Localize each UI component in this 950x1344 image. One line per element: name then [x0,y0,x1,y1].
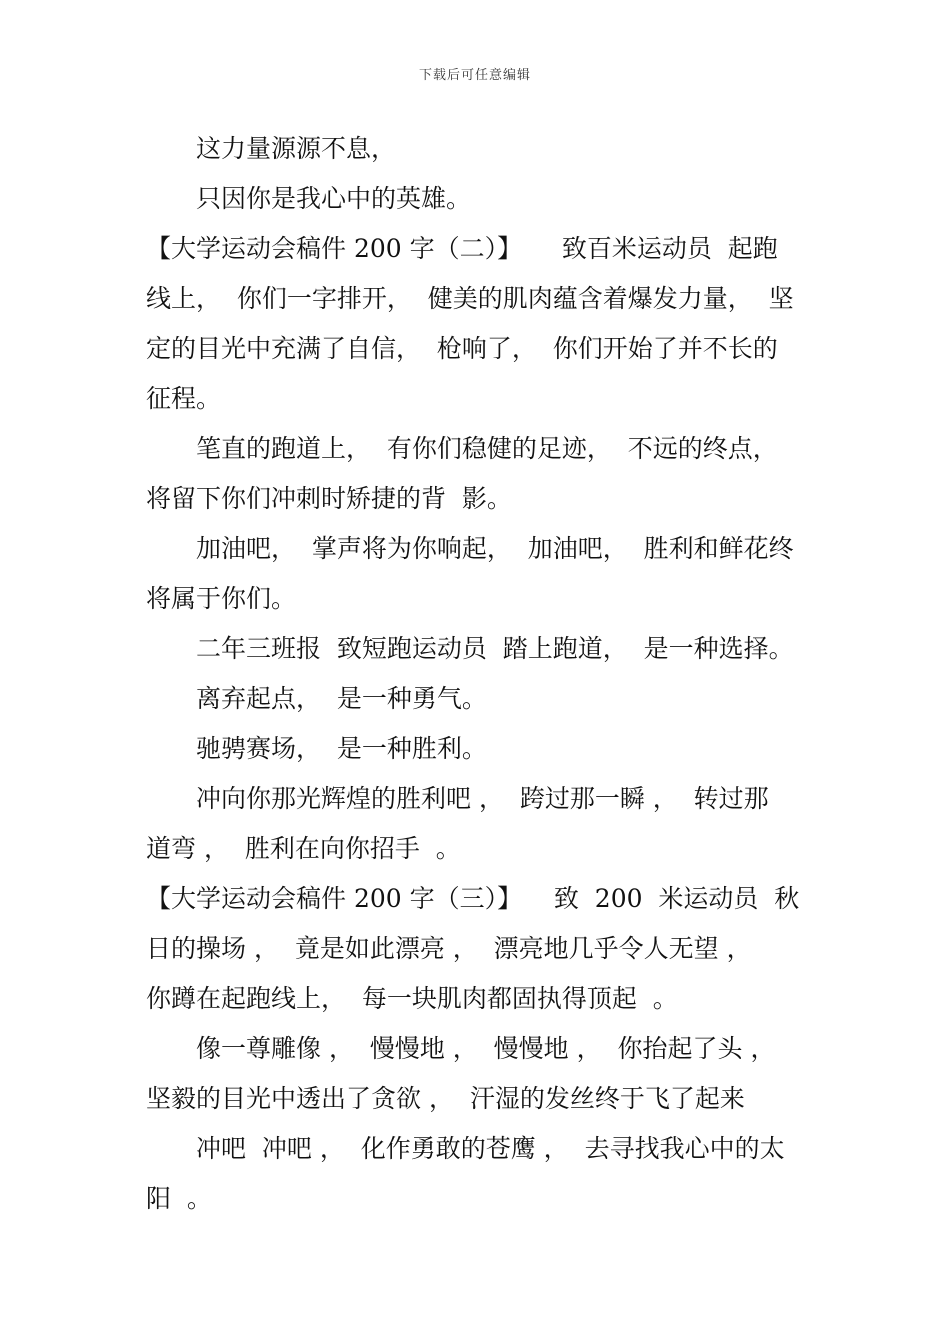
paragraph-line: 离弃起点， 是一种勇气。 [196,684,487,713]
paragraph-line: 阳 。 [146,1184,212,1213]
paragraph-line: 将留下你们冲刺时矫捷的背 影。 [146,484,512,513]
paragraph-line: 将属于你们。 [146,584,297,613]
paragraph-line: 你蹲在起跑线上， 每一块肌肉都固执得顶起 。 [146,984,678,1013]
paragraph-line: 冲向你那光辉煌的胜利吧 ， 跨过那一瞬 ， 转过那 [196,784,769,813]
paragraph-line: 只因你是我心中的英雄。 [196,184,472,213]
paragraph-line: 驰骋赛场， 是一种胜利。 [196,734,487,763]
paragraph-line: 笔直的跑道上， 有你们稳健的足迹， 不远的终点， [196,434,778,463]
paragraph-line: 二年三班报 致短跑运动员 踏上跑道， 是一种选择。 [196,634,794,663]
paragraph-line: 冲吧 冲吧 ， 化作勇敢的苍鹰 ， 去寻找我心中的太 [196,1134,785,1163]
paragraph-line: 坚毅的目光中透出了贪欲 ， 汗湿的发丝终于飞了起来 [146,1084,745,1113]
section-heading-line: 【大学运动会稿件 200 字（三）】 致 200 米运动员 秋 [146,884,800,913]
paragraph-line: 日的操场 ， 竟是如此漂亮 ， 漂亮地几乎令人无望 ， [146,934,752,963]
paragraph-line: 道弯 ， 胜利在向你招手 。 [146,834,461,863]
paragraph-line: 线上， 你们一字排开， 健美的肌肉蕴含着爆发力量， 坚 [146,284,794,313]
paragraph-line: 加油吧， 掌声将为你响起， 加油吧， 胜利和鲜花终 [196,534,794,563]
paragraph-line: 这力量源源不息， [196,134,397,163]
page-header: 下载后可任意编辑 [418,68,531,83]
section-heading-line: 【大学运动会稿件 200 字（二）】 致百米运动员 起跑 [146,234,778,263]
paragraph-line: 像一尊雕像 ， 慢慢地 ， 慢慢地 ， 你抬起了头 ， [196,1034,776,1063]
paragraph-line: 定的目光中充满了自信， 枪响了， 你们开始了并不长的 [146,334,778,363]
paragraph-line: 征程。 [146,384,222,413]
